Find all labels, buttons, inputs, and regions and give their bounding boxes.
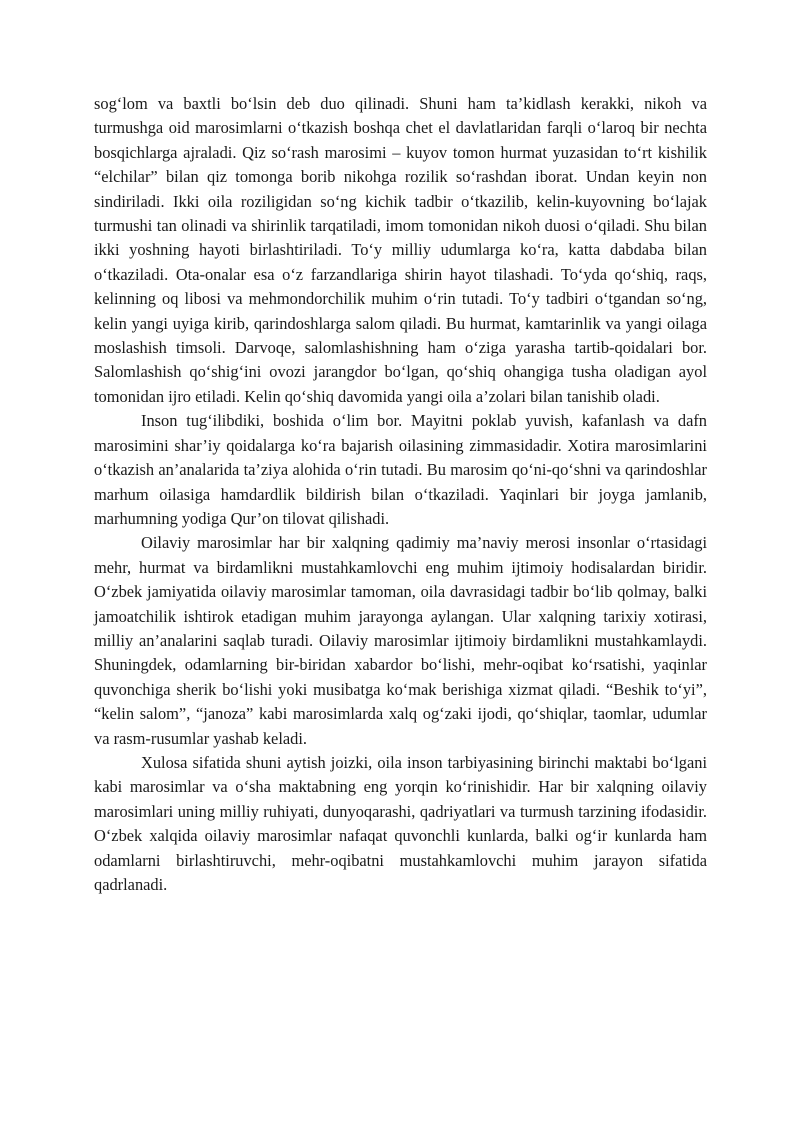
paragraph-family-ceremonies: Oilaviy marosimlar har bir xalqning qadimiy ma’naviy merosi insonlar o‘rtasidagi mehr, hurmat va birdamlikni mustahkamlovchi eng muhim ijtimoiy hodisalardan biridir. O‘zbek jamiyatida oilaviy marosimlar tamoman, oila davrasidagi tadbir bo‘lib qolmay, balki jamoatchilik ishtirok etadigan muhim jarayonga aylangan. Ular xalqning tarixiy xotirasi, milliy an’analarini saqlab turadi. Oilaviy marosimlar ijtimoiy birdamlikni mustahkamlaydi. Shuningdek, odamlarning bir-biridan xabardor bo‘lishi, mehr-oqibat ko‘rsatishi, yaqinlar quvonchiga sherik bo‘lishi yoki musibatga ko‘mak berishiga xizmat qiladi. “Beshik to‘yi”, “kelin salom”, “janoza” kabi marosimlarda xalq og‘zaki ijodi, qo‘shiqlar, taomlar, udumlar va rasm-rusumlar yashab keladi.: [94, 533, 707, 748]
paragraph-wedding-customs: sog‘lom va baxtli bo‘lsin deb duo qilinadi. Shuni ham ta’kidlash kerakki, nikoh va turmushga oid marosimlarni o‘tkazish boshqa chet el davlatlaridan farqli o‘laroq bir nechta bosqichlarga ajraladi. Qiz so‘rash marosimi – kuyov tomon hurmat yuzasidan to‘rt kishilik “elchilar” bilan qiz tomonga borib nikohga rozilik so‘rashdan iborat. Undan keyin non sindiriladi. Ikki oila roziligidan so‘ng kichik tadbir o‘tkazilib, kelin-kuyovning bo‘lajak turmushi tan olinadi va shirinlik tarqatiladi, imom tomonidan nikoh duosi o‘qiladi. Shu bilan ikki yoshning hayoti birlashtiriladi. To‘y milliy udumlarga ko‘ra, katta dabdaba bilan o‘tkaziladi. Ota-onalar esa o‘z farzandlariga shirin hayot tilashadi. To‘yda qo‘shiq, raqs, kelinning oq libosi va mehmondorchilik muhim o‘rin tutadi. To‘y tadbiri o‘tgandan so‘ng, kelin yangi uyiga kirib, qarindoshlarga salom qiladi. Bu hurmat, kamtarinlik va yangi oilaga moslashish timsoli. Darvoqe, salomlashishning ham o‘ziga yarasha tartib-qoidalari bor. Salomlashish qo‘shig‘ini ovozi jarangdor bo‘lgan, qo‘shiq ohangiga tusha oladigan ayol tomonidan ijro etiladi. Kelin qo‘shiq davomida yangi oila a’zolari bilan tanishib oladi.: [94, 94, 707, 406]
document-page: [94, 92, 707, 897]
paragraph-funeral-customs: Inson tug‘ilibdiki, boshida o‘lim bor. Mayitni poklab yuvish, kafanlash va dafn marosimini shar’iy qoidalarga ko‘ra bajarish oilasining zimmasidadir. Xotira marosimlarini o‘tkazish an’analarida ta’ziya alohida o‘rin tutadi. Bu marosim qo‘ni-qo‘shni va qarindoshlar marhum oilasiga hamdardlik bildirish bilan o‘tkaziladi. Yaqinlari bir joyga jamlanib, marhumning yodiga Qur’on tilovat qilishadi.: [94, 411, 707, 528]
paragraph-conclusion: Xulosa sifatida shuni aytish joizki, oila inson tarbiyasining birinchi maktabi bo‘lgani kabi marosimlar va o‘sha maktabning eng yorqin ko‘rinishidir. Har bir xalqning oilaviy marosimlari uning milliy ruhiyati, dunyoqarashi, qadriyatlari va turmush tarzining ifodasidir. O‘zbek xalqida oilaviy marosimlar nafaqat quvonchli kunlarda, balki og‘ir kunlarda ham odamlarni birlashtiruvchi, mehr-oqibatni mustahkamlovchi muhim jarayon sifatida qadrlanadi.: [94, 752, 707, 894]
